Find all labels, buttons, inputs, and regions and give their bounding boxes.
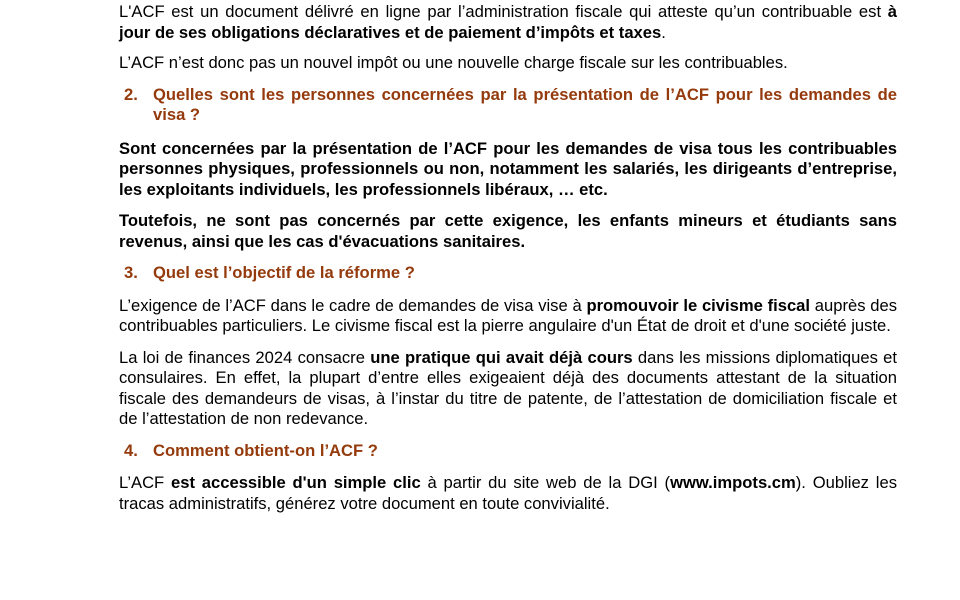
- paragraph-how-to-obtain: [119, 473, 897, 514]
- text-run: auprès des contribuables particuliers. Le civisme fiscal est la pierre angulaire d'un État de droit et d'une société juste.: [119, 295, 898, 335]
- paragraph-exemptions: Toutefois, ne sont pas concernés par cette exigence, les enfants mineurs et étudiants sans revenus, ainsi que les cas d'évacuations sanitaires.: [119, 211, 897, 251]
- paragraph-objective: [119, 296, 897, 337]
- section-number: 4.: [124, 440, 138, 460]
- section-heading-4: [119, 441, 897, 462]
- text-run: dans les missions diplomatiques et consulaires. En effet, la plupart d’entre elles exigeaient déjà des documents attestant de la situation fiscale des demandeurs de visas, à l’instar du titre de patente, de l’attestation de domiciliation fiscale et de l’attestation de non redevance.: [119, 347, 897, 428]
- section-heading-3: [119, 263, 897, 284]
- document-page: [119, 2, 897, 514]
- section-title: Quel est l’objectif de la réforme ?: [153, 263, 415, 282]
- text-run: L’ACF: [119, 473, 171, 492]
- section-heading-2: [119, 85, 897, 126]
- bold-run: une pratique qui avait déjà cours: [370, 347, 633, 367]
- bold-run: est accessible d'un simple clic: [171, 473, 421, 492]
- text-run: ). Oubliez les tracas administratifs, générez votre document en toute convivialité.: [119, 473, 897, 513]
- bold-run: à jour de ses obligations déclaratives et de paiement d’impôts et taxes: [119, 2, 897, 42]
- section-number: 2.: [124, 84, 138, 104]
- paragraph-not-a-new-tax: L’ACF n’est donc pas un nouvel impôt ou une nouvelle charge fiscale sur les contribuables.: [119, 53, 788, 72]
- section-number: 3.: [124, 263, 138, 282]
- section-title: Comment obtient-on l’ACF ?: [153, 440, 378, 460]
- text-run: L’exigence de l’ACF dans le cadre de demandes de visa vise à: [119, 295, 587, 315]
- paragraph-concerned-persons: Sont concernées par la présentation de l’ACF pour les demandes de visa tous les contribuables personnes physiques, professionnels ou non, notamment les salariés, les dirigeants d’entreprise, les exploitants individuels, les professionnels libéraux, … etc.: [119, 138, 897, 199]
- text-run: La loi de finances 2024 consacre: [119, 347, 371, 367]
- paragraph-finance-law: [119, 348, 897, 430]
- section-title: Quelles sont les personnes concernées par la présentation de l’ACF pour les demandes de visa ?: [153, 84, 897, 124]
- text-run: L'ACF est un document délivré en ligne par l’administration fiscale qui atteste qu’un contribuable est: [119, 2, 888, 21]
- bold-run: promouvoir le civisme fiscal: [586, 295, 811, 315]
- text-run: à partir du site web de la DGI (: [420, 473, 671, 492]
- paragraph-acf-definition: [119, 2, 897, 43]
- website-link-text: www.impots.cm: [670, 473, 796, 492]
- text-run: .: [661, 22, 666, 42]
